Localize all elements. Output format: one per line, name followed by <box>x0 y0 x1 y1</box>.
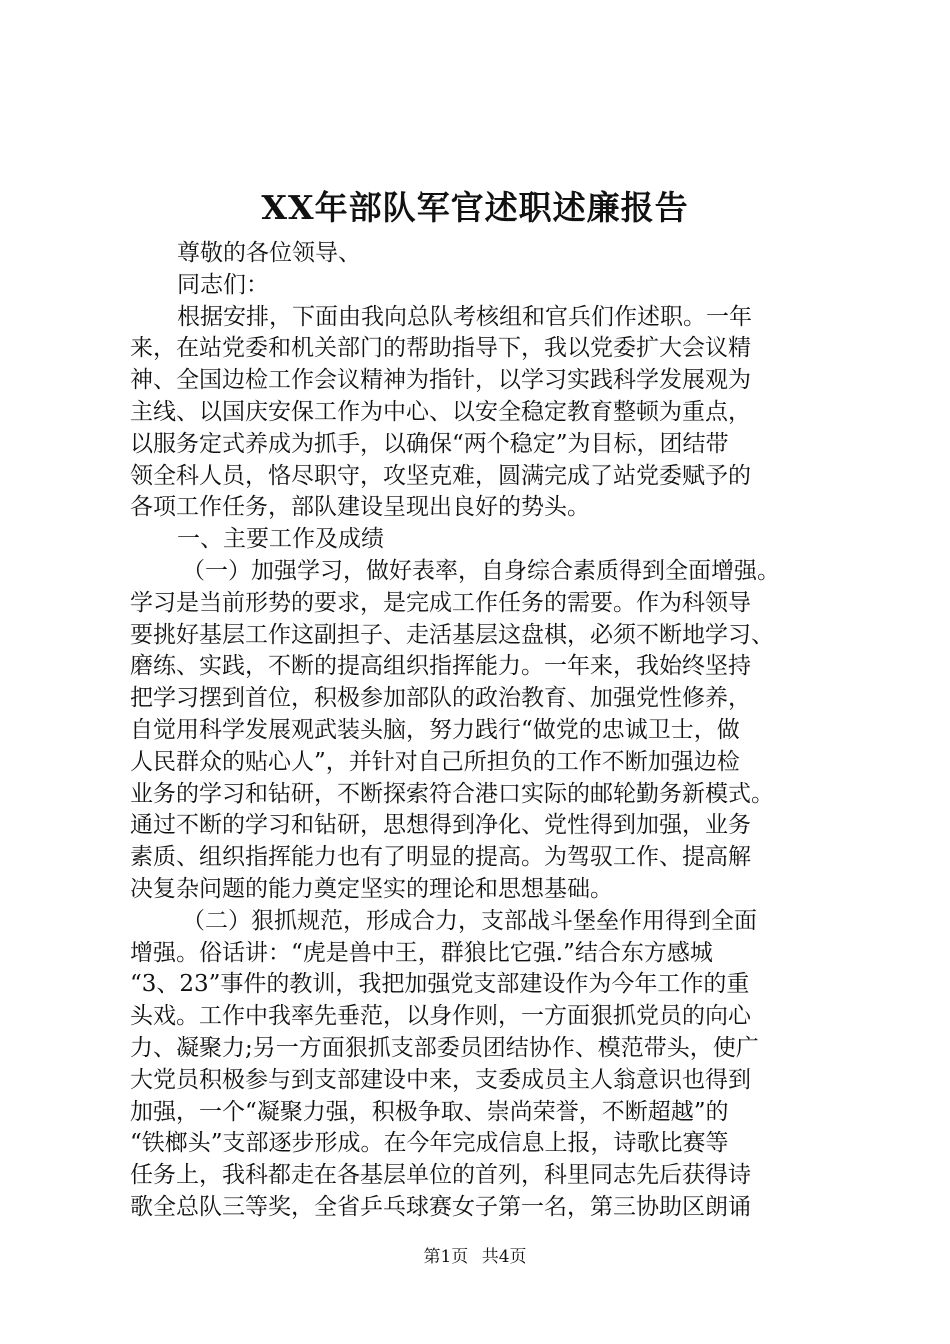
paragraph-line: 神、全国边检工作会议精神为指针，以学习实践科学发展观为 <box>130 367 751 394</box>
paragraph-line: 自觉用科学发展观武装头脑，努力践行“做党的忠诚卫士，做 <box>130 716 740 743</box>
paragraph-line: 根据安排，下面由我向总队考核组和官兵们作述职。一年 <box>177 303 752 330</box>
subsection-heading-line: （一）加强学习，做好表率，自身综合素质得到全面增强。 <box>182 557 780 584</box>
paragraph-line: 加强，一个“凝聚力强，积极争取、崇尚荣誉，不断超越”的 <box>130 1098 729 1125</box>
paragraph-line: 学习是当前形势的要求，是完成工作任务的需要。作为科领导 <box>130 589 751 616</box>
paragraph-line: 磨练、实践，不断的提高组织指挥能力。一年来，我始终坚持 <box>130 653 751 680</box>
paragraph-line: 以服务定式养成为抓手，以确保“两个稳定”为目标，团结带 <box>130 430 729 457</box>
paragraph-line: 歌全总队三等奖，全省乒乓球赛女子第一名，第三协助区朗诵 <box>130 1193 751 1220</box>
paragraph-line: 通过不断的学习和钻研，思想得到净化、党性得到加强，业务 <box>130 812 751 839</box>
document-body <box>130 238 830 1224</box>
paragraph-line: 任务上，我科都走在各基层单位的首列，科里同志先后获得诗 <box>130 1162 751 1189</box>
salutation-line: 同志们： <box>177 271 269 298</box>
paragraph-line: 要挑好基层工作这副担子、走活基层这盘棋，必须不断地学习、 <box>130 621 774 648</box>
section-heading: 一、主要工作及成绩 <box>177 526 384 553</box>
document-title: XX年部队军官述职述廉报告 <box>261 188 689 227</box>
paragraph-line: 各项工作任务，部队建设呈现出良好的势头。 <box>130 494 590 521</box>
paragraph-line: 业务的学习和钻研，不断探索符合港口实际的邮轮勤务新模式。 <box>130 780 774 807</box>
page-number: 第1页 <box>423 1247 469 1267</box>
paragraph-line: 来，在站党委和机关部门的帮助指导下，我以党委扩大会议精 <box>130 335 751 362</box>
paragraph-line: 增强。俗话讲：“虎是兽中王，群狼比它强.”结合东方感城 <box>130 939 713 966</box>
paragraph-line: 领全科人员，恪尽职守，攻坚克难，圆满完成了站党委赋予的 <box>130 462 751 489</box>
salutation-line: 尊敬的各位领导、 <box>177 240 361 266</box>
page-footer <box>0 1245 950 1269</box>
paragraph-line: 头戏。工作中我率先垂范，以身作则，一方面狠抓党员的向心 <box>130 1003 751 1030</box>
paragraph-line: 大党员积极参与到支部建设中来，支委成员主人翁意识也得到 <box>130 1066 751 1093</box>
paragraph-line: 主线、以国庆安保工作为中心、以安全稳定教育整顿为重点， <box>130 398 751 425</box>
page-total: 共4页 <box>481 1247 527 1267</box>
paragraph-line: “3、23”事件的教训，我把加强党支部建设作为今年工作的重 <box>130 971 750 998</box>
paragraph-line: 决复杂问题的能力奠定坚实的理论和思想基础。 <box>130 875 613 902</box>
paragraph-line: 人民群众的贴心人”，并针对自己所担负的工作不断加强边检 <box>130 748 740 775</box>
paragraph-line: “铁榔头”支部逐步形成。在今年完成信息上报，诗歌比赛等 <box>130 1130 729 1157</box>
paragraph-line: 素质、组织指挥能力也有了明显的提高。为驾驭工作、提高解 <box>130 844 751 871</box>
paragraph-line: 力、凝聚力;另一方面狠抓支部委员团结协作、模范带头，使广 <box>130 1034 759 1061</box>
subsection-heading-line: （二）狠抓规范，形成合力，支部战斗堡垒作用得到全面 <box>182 907 757 934</box>
paragraph-line: 把学习摆到首位，积极参加部队的政治教育、加强党性修养， <box>130 685 751 712</box>
